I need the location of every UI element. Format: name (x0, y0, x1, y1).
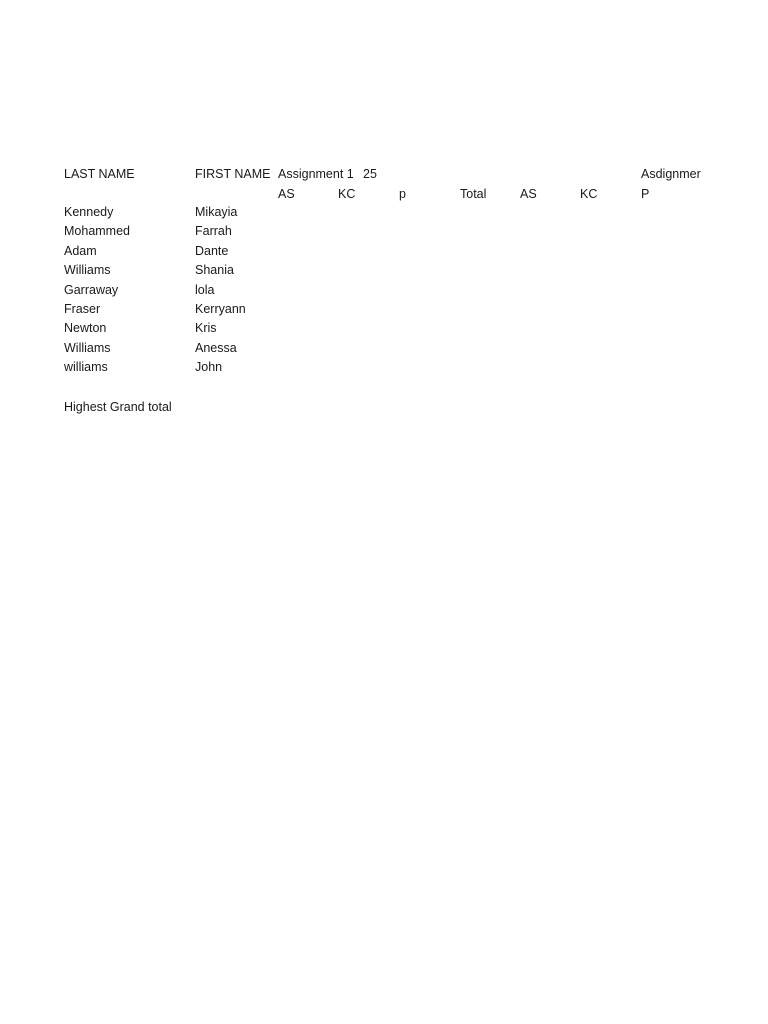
table-row (0, 263, 768, 282)
subheader-kc-1: KC (338, 187, 356, 201)
header-assignment-1: Assignment 1 (278, 167, 354, 181)
student-last-name: Williams (64, 263, 111, 278)
student-first-name: Mikayia (195, 205, 238, 219)
student-last-name: Mohammed (64, 224, 130, 239)
header-assignment-1-points: 25 (363, 167, 377, 181)
student-list (0, 205, 768, 380)
table-row (0, 205, 768, 224)
student-first-name: Kris (195, 321, 217, 336)
student-first-name: Anessa (195, 340, 237, 355)
subheader-p-2: P (641, 187, 650, 201)
subheader-kc-2: KC (580, 187, 598, 201)
student-first-name: Dante (195, 243, 229, 258)
table-row (0, 302, 768, 321)
table-row (0, 224, 768, 243)
student-last-name: williams (64, 360, 108, 375)
highest-grand-total-label: Highest Grand total (64, 400, 172, 414)
student-last-name: Newton (64, 321, 107, 336)
header-first-name: FIRST NAME (195, 167, 271, 181)
table-row (0, 321, 768, 340)
subheader-as-1: AS (278, 187, 295, 201)
student-last-name: Adam (64, 243, 97, 258)
student-first-name: Kerryann (195, 301, 246, 316)
student-last-name: Kennedy (64, 205, 114, 219)
table-row (0, 341, 768, 360)
subheader-p-1: p (399, 187, 406, 201)
student-last-name: Williams (64, 340, 111, 355)
student-first-name: lola (195, 282, 215, 297)
header-last-name: LAST NAME (64, 167, 135, 181)
student-first-name: Shania (195, 263, 234, 278)
header-assignment-2: Asdignmer (641, 167, 701, 181)
student-last-name: Fraser (64, 301, 101, 316)
table-row (0, 244, 768, 263)
student-first-name: John (195, 360, 223, 375)
subheader-as-2: AS (520, 187, 537, 201)
student-last-name: Garraway (64, 282, 119, 297)
table-row (0, 360, 768, 379)
student-first-name: Farrah (195, 224, 232, 239)
subheader-total: Total (460, 187, 487, 201)
table-row (0, 283, 768, 302)
